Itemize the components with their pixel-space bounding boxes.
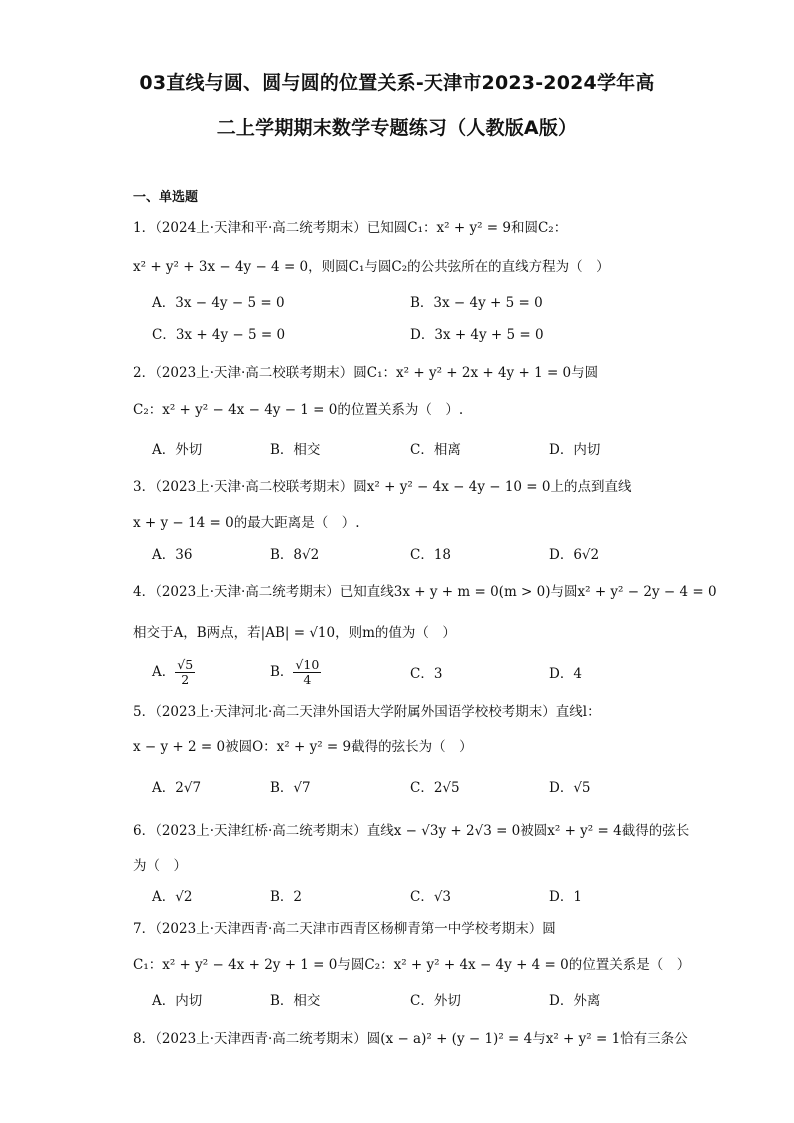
question-3-option-b[interactable]: B．8√2 [270,547,320,563]
question-6-line-2: 为（ ） [133,858,187,874]
document-title-line-1: 03直线与圆、圆与圆的位置关系-天津市2023-2024学年高 [139,72,655,94]
question-3-option-d[interactable]: D．6√2 [549,547,600,563]
question-7-line-2: C₁：x² + y² − 4x + 2y + 1 = 0与圆C₂：x² + y² + 4x − 4y + 4 = 0的位置关系是（ ） [133,957,691,973]
question-6-option-b[interactable]: B．2 [270,889,303,905]
question-5-option-b[interactable]: B．√7 [270,780,311,796]
question-3-option-a[interactable]: A．36 [152,547,193,563]
question-2-option-c[interactable]: C．相离 [410,442,461,458]
question-7-option-d[interactable]: D．外离 [549,993,601,1009]
question-4-line-2: 相交于A，B两点，若|AB| = √10，则m的值为（ ） [133,625,456,641]
question-2-option-a[interactable]: A．外切 [152,442,203,458]
question-3-option-c[interactable]: C．18 [410,547,452,563]
question-4-option-d[interactable]: D．4 [549,666,582,682]
question-2-option-d[interactable]: D．内切 [549,442,601,458]
fraction-denominator: 4 [303,672,312,687]
question-6-line-1: 6．（2023上·天津红桥·高二统考期末）直线x − √3y + 2√3 = 0被圆x² + y² = 4截得的弦长 [133,823,690,839]
section-heading: 一、单选题 [133,190,199,205]
question-1-option-b[interactable]: B．3x − 4y + 5 = 0 [410,295,543,311]
question-3-line-2: x + y − 14 = 0的最大距离是（ ）. [133,515,360,531]
question-7-option-b[interactable]: B．相交 [270,993,321,1009]
question-1-option-d[interactable]: D．3x + 4y + 5 = 0 [410,327,544,343]
fraction-numerator: √5 [177,657,194,672]
question-1-line-2: x² + y² + 3x − 4y − 4 = 0，则圆C₁与圆C₂的公共弦所在的直线方程为（ ） [133,259,610,275]
question-4-line-1: 4．（2023上·天津·高二统考期末）已知直线3x + y + m = 0(m > 0)与圆x² + y² − 2y − 4 = 0 [133,584,717,600]
question-5-option-d[interactable]: D．√5 [549,780,591,796]
question-6-option-c[interactable]: C．√3 [410,889,452,905]
question-7-option-c[interactable]: C．外切 [410,993,461,1009]
question-6-option-d[interactable]: D．1 [549,889,582,905]
question-4-option-b-fraction [293,658,321,687]
document-title-line-2: 二上学期期末数学专题练习（人教版A版） [216,117,578,139]
question-4-option-c[interactable]: C．3 [410,666,443,682]
question-5-line-1: 5．（2023上·天津河北·高二天津外国语大学附属外国语学校校考期末）直线l： [133,704,601,720]
question-1-line-1: 1．（2024上·天津和平·高二统考期末）已知圆C₁：x² + y² = 9和圆C₂： [133,220,568,236]
fraction-numerator: √10 [295,657,320,672]
question-7-option-a[interactable]: A．内切 [152,993,203,1009]
question-4-option-a-fraction [175,658,195,687]
question-3-line-1: 3．（2023上·天津·高二校联考期末）圆x² + y² − 4x − 4y − 10 = 0上的点到直线 [133,479,632,495]
question-4-option-a[interactable] [152,658,195,687]
question-1-option-c[interactable]: C．3x + 4y − 5 = 0 [152,327,286,343]
question-8-line-1: 8．（2023上·天津西青·高二统考期末）圆(x − a)² + (y − 1)² = 4与x² + y² = 1恰有三条公 [133,1031,688,1047]
question-4-option-a-label: A． [152,664,176,680]
question-6-option-a[interactable]: A．√2 [152,889,193,905]
question-2-line-2: C₂：x² + y² − 4x − 4y − 1 = 0的位置关系为（ ）. [133,402,464,418]
question-5-line-2: x − y + 2 = 0被圆O：x² + y² = 9截得的弦长为（ ） [133,739,473,755]
question-5-option-c[interactable]: C．2√5 [410,780,460,796]
question-7-line-1: 7．（2023上·天津西青·高二天津市西青区杨柳青第一中学校考期末）圆 [133,921,556,937]
question-1-option-a[interactable]: A．3x − 4y − 5 = 0 [152,295,285,311]
question-5-option-a[interactable]: A．2√7 [152,780,202,796]
question-2-option-b[interactable]: B．相交 [270,442,321,458]
question-2-line-1: 2．（2023上·天津·高二校联考期末）圆C₁：x² + y² + 2x + 4y + 1 = 0与圆 [133,365,599,381]
question-4-option-b-label: B． [270,664,294,680]
question-4-option-b[interactable] [270,658,321,687]
fraction-denominator: 2 [181,672,190,687]
